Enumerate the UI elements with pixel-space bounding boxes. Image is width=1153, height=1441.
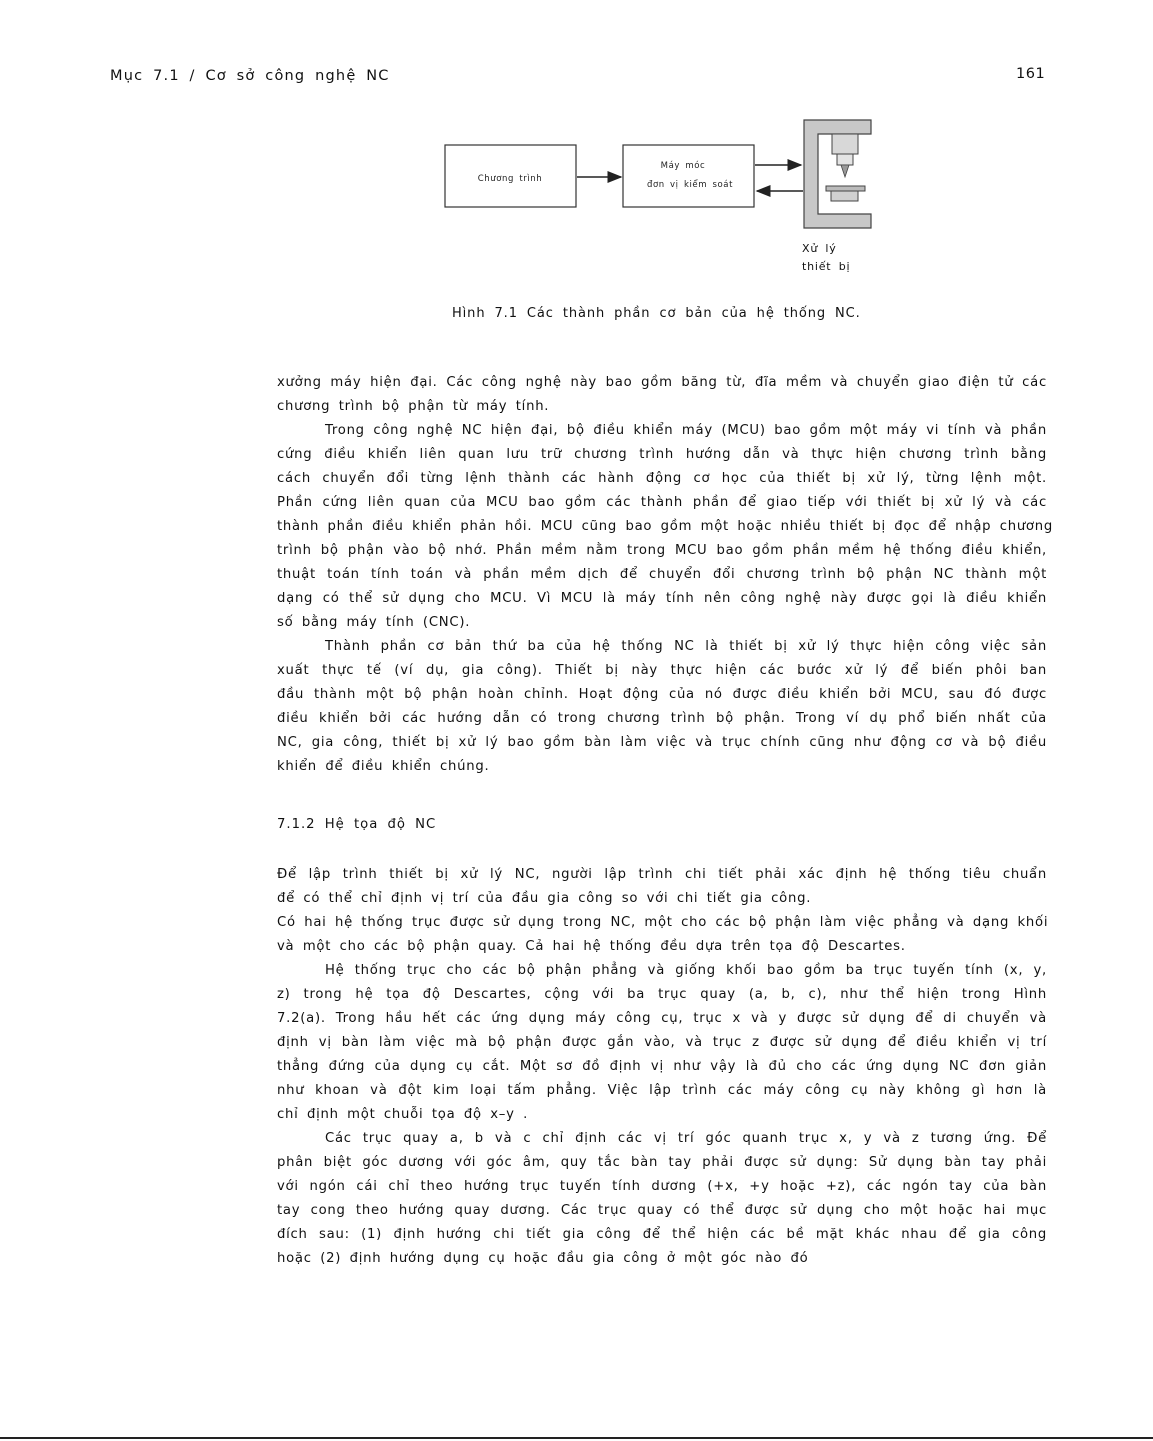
paragraph-section — [277, 863, 1047, 1271]
figure-nc-system — [0, 0, 1153, 300]
text-line: như khoan và đột kim loại tấm phẳng. Việc lập trình các máy công cụ này không gì hơn là — [277, 1083, 1047, 1098]
text-line: Hệ thống trục cho các bộ phận phẳng và giống khối bao gồm ba trục tuyến tính (x, y, — [325, 963, 1047, 978]
text-line: hoặc (2) định hướng dụng cụ hoặc đầu gia công ở một góc nào đó — [277, 1251, 809, 1266]
text-line: thành phần điều khiển phản hồi. MCU cũng bao gồm một hoặc nhiều thiết bị đọc để nhập chương — [277, 519, 1053, 534]
text-line: cứng điều khiển liên quan lưu trữ chương trình hướng dẫn và thực hiện chương trình bằng — [277, 447, 1047, 462]
mcu-box-label-2: đơn vị kiểm soát — [646, 180, 734, 190]
text-line: điều khiển bởi các hướng dẫn có trong chương trình bộ phận. Trong ví dụ phổ biến nhất của — [277, 711, 1047, 726]
text-line: Có hai hệ thống trục được sử dụng trong NC, một cho các bộ phận làm việc phẳng và dạng khối — [277, 915, 1049, 930]
mcu-box-label-1: Máy móc — [660, 161, 706, 171]
text-line: đích sau: (1) định hướng chi tiết gia công để thể hiện các bề mặt khác nhau để gia công — [277, 1227, 1047, 1242]
program-box-label: Chương trình — [477, 174, 543, 184]
text-line: thẳng đứng của dụng cụ cắt. Một sơ đồ định vị như vậy là đủ cho các ứng dụng NC đơn giản — [277, 1059, 1047, 1074]
machine-label-2: thiết bị — [802, 260, 851, 273]
text-line: với ngón cái chỉ theo hướng trục tuyến tính dương (+x, +y hoặc +z), các ngón tay của bàn — [277, 1179, 1047, 1194]
text-line: Trong công nghệ NC hiện đại, bộ điều khiển máy (MCU) bao gồm một máy vi tính và phần — [325, 423, 1047, 438]
text-line: cách chuyển đổi từng lệnh thành các hành động cơ học của thiết bị xử lý, từng lệnh một. — [277, 471, 1047, 486]
text-line: số bằng máy tính (CNC). — [277, 615, 471, 630]
text-line: Để lập trình thiết bị xử lý NC, người lập trình chi tiết phải xác định hệ thống tiêu chuẩn — [277, 867, 1047, 882]
text-line: Thành phần cơ bản thứ ba của hệ thống NC là thiết bị xử lý thực hiện công việc sản — [325, 639, 1047, 654]
text-line: xưởng máy hiện đại. Các công nghệ này bao gồm băng từ, đĩa mềm và chuyển giao điện tử các — [277, 375, 1047, 390]
section-heading: 7.1.2 Hệ tọa độ NC — [277, 817, 437, 832]
text-line: chỉ định một chuỗi tọa độ x–y . — [277, 1107, 529, 1122]
text-line: định vị bàn làm việc mà bộ phận được gắn vào, và trục z được sử dụng để điều khiển vị trí — [277, 1035, 1047, 1050]
text-line: xuất thực tế (ví dụ, gia công). Thiết bị này thực hiện các bước xử lý để biến phôi ban — [277, 663, 1047, 678]
text-line: thuật toán tính toán và phần mềm dịch để chuyển đổi chương trình bộ phận NC thành một — [277, 567, 1047, 582]
text-line: Phần cứng liên quan của MCU bao gồm các thành phần để giao tiếp với thiết bị xử lý và các — [277, 495, 1047, 510]
text-line: Các trục quay a, b và c chỉ định các vị trí góc quanh trục x, y và z tương ứng. Để — [325, 1131, 1047, 1146]
text-line: NC, gia công, thiết bị xử lý bao gồm bàn làm việc và trục chính cũng như động cơ và bộ điều — [277, 735, 1047, 750]
text-line: 7.2(a). Trong hầu hết các ứng dụng máy công cụ, trục x và y được sử dụng để di chuyển và — [277, 1011, 1047, 1026]
text-line: dạng có thể sử dụng cho MCU. Vì MCU là máy tính nên công nghệ này được gọi là điều khiển — [277, 591, 1047, 606]
text-line: phân biệt góc dương với góc âm, quy tắc bàn tay phải được sử dụng: Sử dụng bàn tay phải — [277, 1155, 1047, 1170]
text-line: để có thể chỉ định vị trí của đầu gia công so với chi tiết gia công. — [277, 891, 812, 906]
page-bottom-border — [0, 1437, 1153, 1439]
text-line: z) trong hệ tọa độ Descartes, cộng với ba trục quay (a, b, c), như thể hiện trong Hình — [277, 987, 1047, 1002]
text-line: và một cho các bộ phận quay. Cả hai hệ thống đều dựa trên tọa độ Descartes. — [277, 939, 906, 954]
text-line: đầu thành một bộ phận hoàn chỉnh. Hoạt động của nó được điều khiển bởi MCU, sau đó được — [277, 687, 1047, 702]
page-number: 161 — [1016, 66, 1046, 82]
figure-caption: Hình 7.1 Các thành phần cơ bản của hệ thống NC. — [452, 306, 861, 321]
machine-icon — [804, 120, 871, 228]
text-line: chương trình bộ phận từ máy tính. — [277, 399, 550, 414]
text-line: khiển để điều khiển chúng. — [277, 759, 490, 774]
text-line: tay cong theo hướng quay dương. Các trục quay có thể được sử dụng cho một hoặc hai mục — [277, 1203, 1047, 1218]
text-line: trình bộ phận vào bộ nhớ. Phần mềm nằm trong MCU bao gồm phần mềm hệ thống điều khiển, — [277, 543, 1047, 558]
paragraph-1 — [277, 371, 1053, 779]
running-header: Mục 7.1 / Cơ sở công nghệ NC — [110, 68, 390, 84]
machine-label-1: Xử lý — [802, 242, 837, 255]
mcu-box — [623, 145, 754, 207]
